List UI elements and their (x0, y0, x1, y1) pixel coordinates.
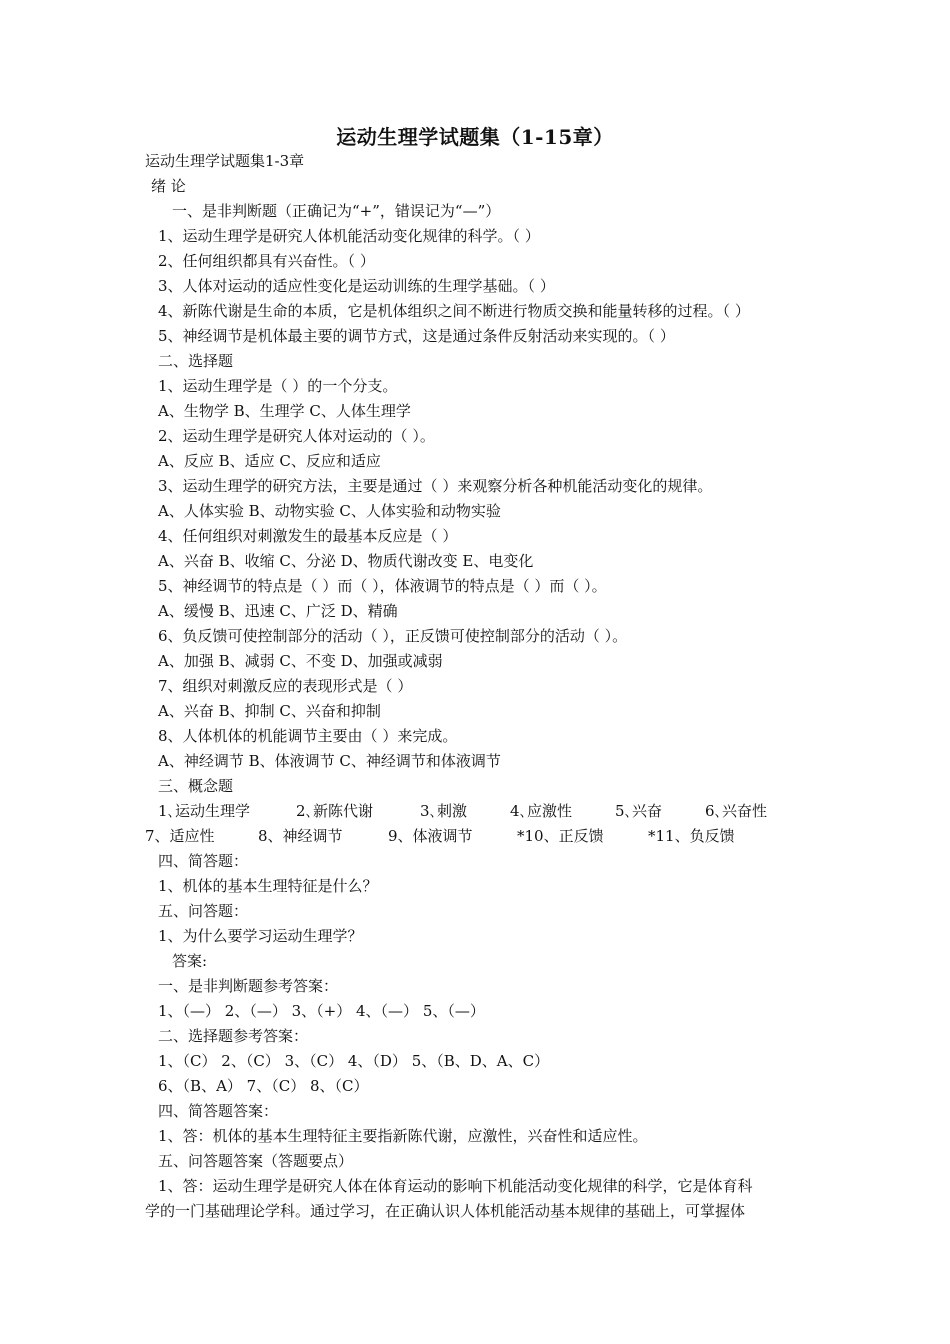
answer1-heading: 一、是非判断题参考答案： (158, 977, 339, 995)
answer2-line: 1、（C） 2、（C） 3、（C） 4、（D） 5、（B、D、A、C） (158, 1052, 550, 1070)
section5-item: 1、为什么要学习运动生理学？ (158, 927, 363, 945)
concept-term: 8、神经调节 (258, 827, 343, 845)
section4-heading: 四、简答题： (158, 852, 249, 870)
section2-question: 1、运动生理学是（ ）的一个分支。 (158, 377, 398, 395)
section4-item: 1、机体的基本生理特征是什么？ (158, 877, 378, 895)
concept-row-1 (0, 800, 950, 822)
answers-label: 答案: (172, 952, 208, 970)
concept-term: 9、体液调节 (388, 827, 473, 845)
answer4-text: 1、答：机体的基本生理特征主要指新陈代谢，应激性，兴奋性和适应性。 (158, 1127, 648, 1145)
section1-item: 2、任何组织都具有兴奋性。（ ） (158, 252, 375, 270)
section2-question: 8、人体机体的机能调节主要由（ ）来完成。 (158, 727, 458, 745)
chapter-heading: 绪 论 (151, 177, 186, 195)
section2-options: A、加强 B、减弱 C、不变 D、加强或减弱 (158, 652, 443, 670)
section1-heading: 一、是非判断题（正确记为“+”，错误记为“—”） (172, 202, 501, 220)
concept-term: 7、适应性 (145, 827, 215, 845)
section2-question: 3、运动生理学的研究方法，主要是通过（ ）来观察分析各种机能活动变化的规律。 (158, 477, 713, 495)
section2-question: 5、神经调节的特点是（ ）而（ ），体液调节的特点是（ ）而（ ）。 (158, 577, 607, 595)
concept-term: *11、负反馈 (648, 827, 735, 845)
answer4-heading: 四、简答题答案： (158, 1102, 279, 1120)
document-subtitle: 运动生理学试题集1-3章 (145, 152, 305, 170)
section1-item: 4、新陈代谢是生命的本质，它是机体组织之间不断进行物质交换和能量转移的过程。（ ） (158, 302, 750, 320)
document-title: 运动生理学试题集（1-15章） (336, 125, 614, 149)
concept-term: *10、正反馈 (517, 827, 604, 845)
section1-item: 5、神经调节是机体最主要的调节方式，这是通过条件反射活动来实现的。（ ） (158, 327, 675, 345)
concept-term: 4､应激性 (510, 802, 573, 820)
section2-options: A、兴奋 B、收缩 C、分泌 D、物质代谢改变 E、电变化 (158, 552, 534, 570)
section1-item: 1、运动生理学是研究人体机能活动变化规律的科学。（ ） (158, 227, 540, 245)
section2-options: A、生物学 B、生理学 C、人体生理学 (158, 402, 411, 420)
answer1-text: 1、（—） 2、（—） 3、（+） 4、（—） 5、（—） (158, 1002, 485, 1020)
answer5-heading: 五、问答题答案（答题要点） (158, 1152, 354, 1170)
answer5-line: 学的一门基础理论学科。通过学习，在正确认识人体机能活动基本规律的基础上，可掌握体 (145, 1202, 746, 1220)
concept-term: 2､新陈代谢 (296, 802, 374, 820)
section2-options: A、神经调节 B、体液调节 C、神经调节和体液调节 (158, 752, 501, 770)
section5-heading: 五、问答题： (158, 902, 249, 920)
answer5-line: 1、答：运动生理学是研究人体在体育运动的影响下机能活动变化规律的科学，它是体育科 (158, 1177, 753, 1195)
section2-question: 2、运动生理学是研究人体对运动的（ ）。 (158, 427, 435, 445)
section2-options: A、反应 B、适应 C、反应和适应 (158, 452, 381, 470)
section2-options: A、人体实验 B、动物实验 C、人体实验和动物实验 (158, 502, 501, 520)
answer2-heading: 二、选择题参考答案： (158, 1027, 309, 1045)
section2-question: 4、任何组织对刺激发生的最基本反应是（ ） (158, 527, 458, 545)
answer2-line: 6、（B、A） 7、（C） 8、（C） (158, 1077, 369, 1095)
section3-heading: 三、概念题 (158, 777, 234, 795)
concept-row-2 (0, 825, 950, 847)
section2-options: A、缓慢 B、迅速 C、广泛 D、精确 (158, 602, 398, 620)
section2-heading: 二、选择题 (158, 352, 234, 370)
concept-term: 1､运动生理学 (158, 802, 251, 820)
section1-item: 3、人体对运动的适应性变化是运动训练的生理学基础。（ ） (158, 277, 555, 295)
section2-question: 7、组织对刺激反应的表现形式是（ ） (158, 677, 413, 695)
section2-options: A、兴奋 B、抑制 C、兴奋和抑制 (158, 702, 381, 720)
concept-term: 3､刺激 (420, 802, 468, 820)
concept-term: 5､兴奋 (615, 802, 663, 820)
section2-question: 6、负反馈可使控制部分的活动（ ），正反馈可使控制部分的活动（ ）。 (158, 627, 628, 645)
concept-term: 6､兴奋性 (705, 802, 768, 820)
